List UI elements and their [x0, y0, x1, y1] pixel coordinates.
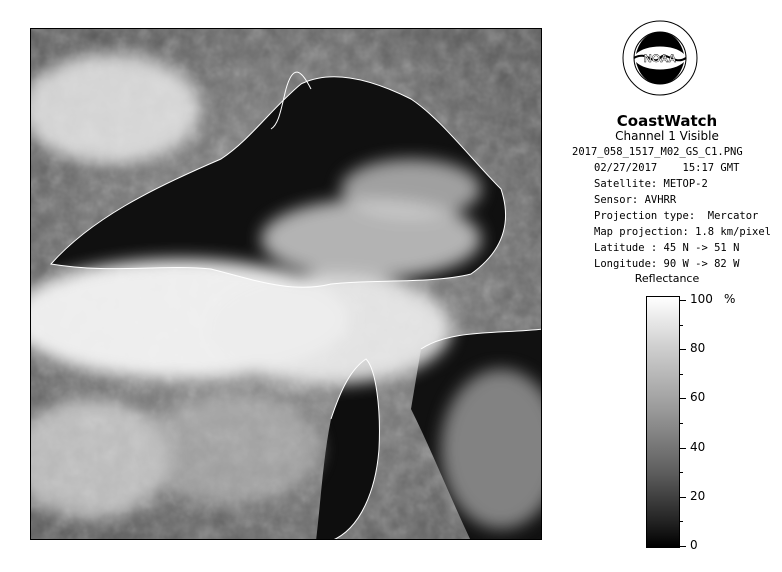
colorbar-minor-tick: [680, 521, 683, 522]
noaa-logo-text: NOAA: [643, 53, 677, 65]
colorbar-tick-label: 20: [690, 488, 706, 503]
colorbar-tick-label: 100: [690, 292, 713, 306]
colorbar-tick: [680, 300, 686, 301]
colorbar-minor-tick: [680, 472, 683, 473]
colorbar-tick-label: 0: [690, 538, 698, 552]
satellite-image: [30, 28, 542, 540]
colorbar-tick-label: 80: [690, 341, 706, 356]
reflectance-colorbar: [646, 296, 680, 548]
longitude-label: Longitude: 90 W -> 82 W: [594, 258, 740, 270]
channel-subtitle: Channel 1 Visible: [615, 129, 719, 143]
colorbar-minor-tick: [680, 423, 683, 424]
map-projection-label: Map projection: 1.8 km/pixel: [594, 226, 772, 238]
colorbar-tick: [680, 546, 686, 547]
colorbar-tick: [680, 448, 686, 449]
colorbar-tick: [680, 497, 686, 498]
filename-label: 2017_058_1517_M02_GS_C1.PNG: [572, 146, 743, 158]
colorbar-minor-tick: [680, 374, 683, 375]
projection-type-label: Projection type: Mercator: [594, 210, 759, 222]
latitude-label: Latitude : 45 N -> 51 N: [594, 242, 740, 254]
legend-title: Reflectance: [634, 272, 700, 285]
noaa-logo-svg: [622, 20, 698, 96]
colorbar-minor-tick: [680, 325, 683, 326]
legend-unit: %: [724, 292, 736, 306]
sensor-label: Sensor: AVHRR: [594, 194, 677, 206]
noaa-logo: [622, 20, 698, 96]
colorbar-tick-label: 40: [690, 439, 706, 454]
datetime-label: 02/27/2017 15:17 GMT: [594, 162, 740, 174]
colorbar-tick: [680, 398, 686, 399]
satellite-image-svg: [31, 29, 542, 540]
colorbar-tick: [680, 349, 686, 350]
colorbar-tick-label: 60: [690, 390, 706, 405]
product-title: CoastWatch: [616, 112, 718, 130]
satellite-label: Satellite: METOP-2: [594, 178, 708, 190]
